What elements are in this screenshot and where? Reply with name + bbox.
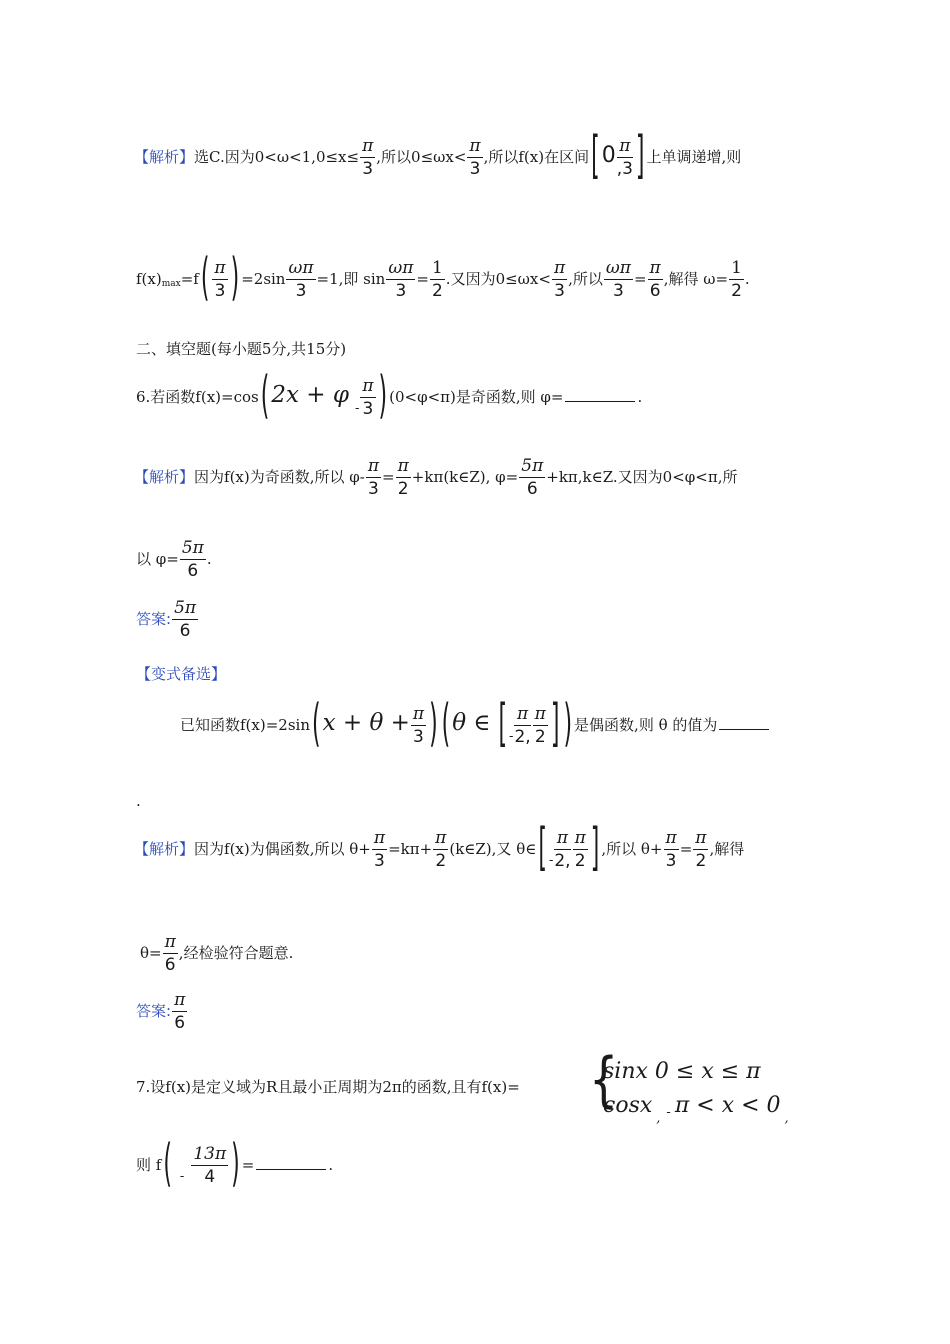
q5-text: =f [180,270,199,288]
comma-mark: , [656,1111,661,1126]
variant-text: ,经检验符合题意. [178,944,294,962]
q5-text: = [416,270,429,288]
paren-right: ) [230,250,240,308]
variant-text: 是偶函数,则 θ 的值为 [574,716,718,734]
q6-text: = [382,468,395,486]
q6-text: 以 φ= [136,550,179,568]
bracket-right: ] [550,696,560,754]
q5-text: ,所以 [568,270,603,288]
paren-left: ( [441,696,451,754]
q5-subscript: max [161,279,181,289]
fraction-pi-over-3: $\frac{\pi}{3}$ [469,136,481,179]
variant-text: ,解得 [709,840,745,858]
q7-text: . [328,1156,334,1174]
fraction-pi-over-6: $\frac{\pi}{6}$ [174,990,186,1033]
fraction-pi-over-2: $\frac{\pi}{2,}$ [514,704,531,747]
fraction-pi-over-3: $\frac{\pi}{3}$ [362,136,374,179]
analysis-label: 【解析】 [134,468,195,486]
fraction-pi-over-3: $\frac{\pi}{3}$ [362,376,374,419]
variant-solution-line-1 [134,820,745,878]
q6-expression: 2x + φ [271,382,349,408]
q5-solution-line-1 [134,128,742,186]
q5-solution-line-2 [136,250,750,308]
paren-right: ) [378,368,388,426]
variant-text: (k∈Z),又 θ∈ [449,840,537,858]
fraction-pi-over-2: $\frac{\pi}{2}$ [534,704,546,747]
section-heading: 二、填空题(每小题5分,共15分) [136,340,347,358]
piecewise-brace: { [589,1043,619,1115]
variant-expression: x + θ + [322,710,410,736]
variant-text: 已知函数f(x)=2sin [180,716,310,734]
fraction-omega-pi-over-3: $\frac{\omega\pi}{3}$ [288,258,314,301]
fraction-pi-over-2: $\frac{\pi}{2}$ [695,828,707,871]
q6-answer [136,600,199,640]
q5-text: ,解得 ω= [663,270,729,288]
fraction-5pi-over-6: $\frac{5\pi}{6}$ [181,538,204,581]
fraction-1-over-2: $\frac{1}{2}$ [731,258,742,301]
q7-ask [136,1136,334,1194]
fraction-pi-over-3: $\frac{\pi}{3}$ [412,704,425,747]
q6-text: +kπ,k∈Z.又因为0<φ<π,所 [546,468,738,486]
answer-blank [565,389,635,402]
analysis-label: 【解析】 [134,840,195,858]
fraction-5pi-over-6: $\frac{5\pi}{6}$ [521,456,544,499]
paren-left: ( [200,250,210,308]
answer-blank [719,717,769,730]
q5-text: .又因为0≤ωx< [445,270,551,288]
piecewise-case-1: sinx 0 ≤ x ≤ π [603,1059,761,1084]
q5-text: =1,即 sin [316,270,386,288]
fraction-pi-over-3: $\frac{\pi}{3}$ [214,258,226,301]
variant-label: 【变式备选】 [136,665,227,683]
q7-text: = [241,1156,255,1174]
q7-text: 则 f [136,1156,162,1174]
bracket-right: ] [635,128,645,186]
bracket-left: [ [498,696,508,754]
minus-sign: - [548,853,554,868]
minus-sign: - [509,729,514,744]
paren-left: ( [260,368,270,426]
q5-text: 上单调递增,则 [646,148,742,166]
q6-text: +kπ(k∈Z), φ= [411,468,519,486]
fraction-1-over-2: $\frac{1}{2}$ [431,258,443,301]
fraction-5pi-over-6: $\frac{5\pi}{6}$ [174,598,197,641]
case2-func: cosx [603,1093,653,1118]
variant-answer [136,992,188,1032]
q6-text: . [637,388,643,406]
fraction-pi-over-3: $\frac{\pi}{3}$ [373,828,386,871]
fraction-pi-over-2: $\frac{\pi}{2}$ [574,828,586,871]
variant-text: ,所以 θ+ [601,840,663,858]
fraction-pi-over-2: $\frac{\pi}{2,}$ [554,828,571,871]
fraction-pi-over-2: $\frac{\pi}{2}$ [435,828,447,871]
paren-right: ) [231,1136,240,1194]
answer-label: 答案: [136,1002,172,1020]
answer-label: 答案: [136,610,172,628]
fraction-pi-over-3: $\frac{\pi}{3}$ [665,828,677,871]
case2-cond: π < x < 0 [674,1093,781,1118]
paren-right: ) [429,696,438,754]
q5-text: . [744,270,750,288]
answer-blank [256,1157,326,1170]
bracket-left: [ [538,820,547,878]
variant-stem [180,696,771,754]
minus-sign: - [179,1169,185,1184]
q6-solution-line-2 [136,540,212,580]
variant-text: =kπ+ [388,840,433,858]
piecewise-case-2 [603,1093,789,1126]
q6-solution-line-1 [134,458,737,498]
fraction-pi-over-6: $\frac{\pi}{6}$ [649,258,661,301]
q6-text: 6.若函数f(x)=cos [136,388,259,406]
bracket-right: ] [590,820,600,878]
q5-text: = [633,270,647,288]
variant-stem-end: . [136,792,141,810]
fraction-pi-over-3: $\frac{\pi}{,3}$ [616,136,633,179]
q6-text: . [206,550,212,568]
fraction-pi-over-2: $\frac{\pi}{2}$ [397,456,409,499]
variant-text: θ= [140,944,162,962]
fraction-pi-over-3: $\frac{\pi}{3}$ [367,456,380,499]
fraction-omega-pi-over-3: $\frac{\omega\pi}{3}$ [605,258,631,301]
q7-stem [136,1076,520,1097]
interval-start: 0 [601,143,616,168]
fraction-pi-over-6: $\frac{\pi}{6}$ [164,932,176,975]
variant-theta-in: θ ∈ [452,710,491,736]
fraction-13pi-over-4: $\frac{13\pi}{4}$ [193,1144,227,1187]
paren-right: ) [563,696,573,754]
minus-sign: - [666,1105,671,1120]
variant-text: 因为f(x)为偶函数,所以 θ+ [194,840,371,858]
paren-left: ( [311,696,321,754]
q5-text: f(x) [136,270,162,288]
q7-text: 7.设f(x)是定义域为R且最小正周期为2π的函数,且有f(x)= [136,1078,520,1096]
bracket-left: [ [591,128,600,186]
q6-text: (0<φ<π)是奇函数,则 φ= [389,388,564,406]
q6-text: 因为f(x)为奇函数,所以 φ- [194,468,365,486]
variant-solution-line-2 [140,934,293,974]
paren-left: ( [163,1136,172,1194]
fraction-pi-over-3: $\frac{\pi}{3}$ [553,258,566,301]
q5-text: ,所以0≤ωx< [376,148,467,166]
q5-text: ,所以f(x)在区间 [483,148,590,166]
q6-stem [136,368,643,426]
q5-text: 选C.因为0<ω<1,0≤x≤ [194,148,360,166]
comma-mark: , [784,1111,789,1126]
analysis-label: 【解析】 [134,148,195,166]
variant-text: = [679,840,693,858]
q5-text: =2sin [241,270,286,288]
minus-sign: - [354,401,360,416]
fraction-omega-pi-over-3: $\frac{\omega\pi}{3}$ [388,258,414,301]
